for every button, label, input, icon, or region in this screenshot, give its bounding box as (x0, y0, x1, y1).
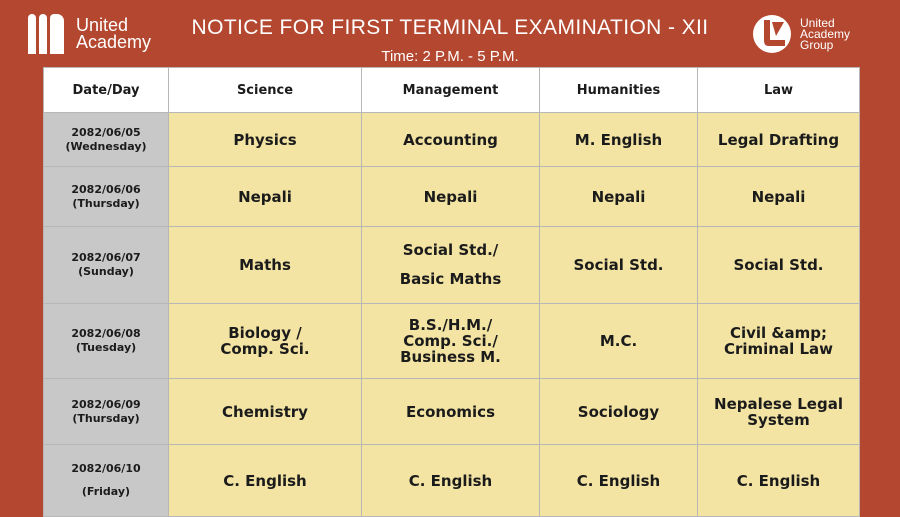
table-row (44, 113, 860, 167)
humanities-subject (540, 379, 698, 445)
date-cell (44, 167, 169, 227)
date-cell (44, 113, 169, 167)
brand-left-line-2: Academy (76, 32, 152, 52)
brand-name-left (76, 17, 151, 51)
science-subject (169, 379, 362, 445)
brand-left-line-1: United (76, 15, 129, 35)
subject-line: Legal Drafting (717, 130, 840, 149)
humanities-subject (540, 167, 698, 227)
exam-routine-table (43, 67, 860, 517)
exam-date: 2082/06/08 (71, 327, 141, 340)
subject-line: Nepali (238, 187, 292, 206)
table-row (44, 167, 860, 227)
subject-line: Civil &amp; (729, 324, 827, 342)
subject-line: Chemistry (222, 402, 308, 421)
subject-line: Criminal Law (723, 340, 834, 358)
united-academy-group-logo (752, 14, 850, 54)
column-header-humanities: Humanities (540, 68, 698, 113)
date-cell (44, 227, 169, 304)
humanities-subject (540, 304, 698, 379)
united-academy-logo (28, 14, 151, 54)
page-title: NOTICE FOR FIRST TERMINAL EXAMINATION - XII (191, 16, 709, 39)
exam-day: (Friday) (81, 485, 131, 498)
subject-line: C. English (408, 471, 493, 490)
column-header-science: Science (169, 68, 362, 113)
table-row (44, 227, 860, 304)
exam-date: 2082/06/06 (71, 182, 141, 196)
subject-line: Nepali (423, 187, 478, 206)
table-row (44, 304, 860, 379)
brand-right-line-2: Academy (800, 26, 851, 41)
subject-line: Business M. (400, 348, 501, 366)
subject-line: C. English (736, 471, 821, 490)
exam-date: 2082/06/10 (71, 462, 141, 475)
brand-name-right (800, 15, 851, 52)
science-subject (169, 304, 362, 379)
subject-line: Comp. Sci./ (403, 332, 498, 350)
exam-date: 2082/06/07 (71, 251, 141, 264)
subject-line: Economics (405, 402, 496, 421)
subject-line: Social Std./ (402, 241, 499, 259)
subject-line: Comp. Sci. (220, 340, 310, 358)
law-subject (698, 379, 860, 445)
management-subject (362, 113, 540, 167)
science-subject (169, 167, 362, 227)
humanities-subject (540, 227, 698, 304)
column-header-management: Management (362, 68, 540, 113)
subject-line: Nepali (591, 187, 646, 206)
exam-date: 2082/06/09 (71, 397, 141, 411)
brand-right-line-1: United (800, 15, 835, 30)
subject-line: Biology / (228, 324, 302, 342)
subject-line: Nepalese Legal (714, 394, 843, 413)
exam-day: (Thursday) (72, 411, 140, 425)
management-subject (362, 227, 540, 304)
law-subject (698, 167, 860, 227)
exam-day: (Thursday) (72, 196, 140, 210)
subject-line: Maths (239, 256, 291, 274)
law-subject (698, 304, 860, 379)
table-row (44, 379, 860, 445)
subject-line: Accounting (403, 130, 498, 149)
subject-line: B.S./H.M./ (408, 316, 493, 334)
subject-line: M.C. (599, 332, 638, 350)
science-subject (169, 113, 362, 167)
date-cell (44, 304, 169, 379)
column-header-date: Date/Day (44, 68, 169, 113)
law-subject (698, 227, 860, 304)
exam-day: (Wednesday) (65, 139, 147, 153)
humanities-subject (540, 113, 698, 167)
subject-line: Nepali (751, 187, 806, 206)
exam-day: (Sunday) (78, 265, 134, 278)
table-header-row (44, 68, 860, 113)
subject-line: M. English (574, 130, 663, 149)
management-subject (362, 379, 540, 445)
date-cell (44, 379, 169, 445)
subject-line: C. English (223, 471, 307, 490)
management-subject (362, 304, 540, 379)
law-subject (698, 113, 860, 167)
subject-line: Social Std. (573, 256, 664, 274)
exam-date: 2082/06/05 (71, 125, 141, 139)
science-subject (169, 227, 362, 304)
subject-line: System (747, 410, 810, 429)
column-header-law: Law (698, 68, 860, 113)
subject-line: Social Std. (733, 256, 824, 274)
uag-emblem-icon (752, 14, 792, 54)
united-academy-bars-icon (28, 14, 68, 54)
subject-line: C. English (576, 471, 661, 490)
subject-line: Sociology (577, 402, 660, 421)
subject-line: Physics (233, 130, 297, 149)
exam-day: (Tuesday) (75, 341, 137, 354)
management-subject (362, 167, 540, 227)
subject-line: Basic Maths (399, 270, 502, 288)
exam-time: Time: 2 P.M. - 5 P.M. (381, 48, 519, 65)
brand-right-line-3: Group (800, 37, 834, 52)
